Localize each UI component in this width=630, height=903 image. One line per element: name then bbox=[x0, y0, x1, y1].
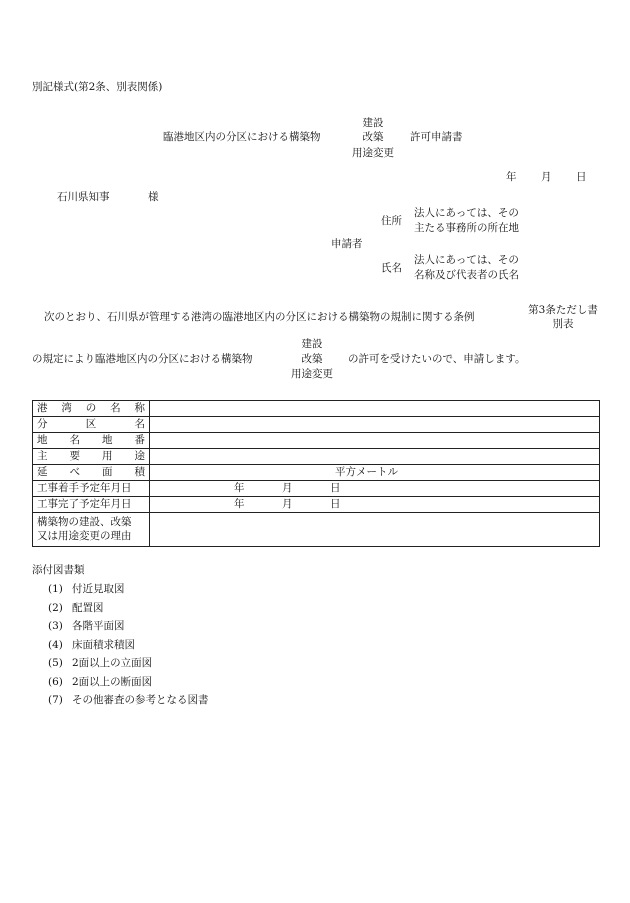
value-use[interactable] bbox=[150, 449, 600, 465]
list-item bbox=[48, 676, 209, 695]
article-option-proviso: 第3条ただし書 bbox=[528, 304, 598, 316]
label-use bbox=[33, 449, 150, 465]
form-label: 別記様式(第2条、別表関係) bbox=[32, 81, 163, 93]
label-char: 地 bbox=[102, 433, 113, 446]
row-floor-area bbox=[33, 465, 600, 481]
title-option-rebuild: 改築 bbox=[362, 131, 384, 143]
application-table bbox=[32, 400, 600, 547]
label-char: 分 bbox=[37, 417, 48, 430]
label-char: べ bbox=[69, 465, 80, 478]
list-item bbox=[48, 694, 209, 713]
label-char: 延 bbox=[37, 465, 48, 478]
label-char: 途 bbox=[134, 449, 145, 462]
address-note-line2: 主たる事務所の所在地 bbox=[414, 222, 519, 234]
body-line2-prefix: の規定により臨港地区内の分区における構築物 bbox=[32, 353, 253, 365]
year-label: 年 bbox=[234, 497, 245, 510]
item-label: 床面積求積図 bbox=[72, 638, 135, 651]
row-start-date bbox=[33, 481, 600, 497]
list-item bbox=[48, 583, 209, 602]
value-port-name[interactable] bbox=[150, 401, 600, 417]
item-number: (2) bbox=[48, 601, 63, 614]
attachments-list bbox=[48, 583, 209, 713]
title-prefix: 臨港地区内の分区における構築物 bbox=[163, 131, 321, 143]
row-use bbox=[33, 449, 600, 465]
label-char: 積 bbox=[134, 465, 145, 478]
item-number: (1) bbox=[48, 583, 63, 595]
item-number: (7) bbox=[48, 694, 63, 706]
year-label: 年 bbox=[234, 481, 245, 494]
label-char: 港 bbox=[37, 401, 48, 414]
item-number: (5) bbox=[48, 657, 63, 669]
floor-area-unit: 平方メートル bbox=[335, 465, 398, 478]
addressee: 石川県知事 bbox=[57, 191, 110, 203]
day-label: 日 bbox=[330, 481, 341, 494]
body-line2-suffix: の許可を受けたいので、申請します。 bbox=[348, 353, 526, 365]
item-number: (6) bbox=[48, 675, 63, 688]
address-label: 住所 bbox=[381, 215, 402, 227]
month-label: 月 bbox=[282, 481, 293, 494]
date-year: 年 bbox=[506, 171, 517, 183]
name-label: 氏名 bbox=[381, 262, 402, 274]
article-option-table: 別表 bbox=[552, 318, 574, 330]
label-finish-date: 工事完了予定年月日 bbox=[33, 497, 150, 513]
label-char: 地 bbox=[37, 433, 48, 446]
label-district bbox=[33, 417, 150, 433]
label-port-name bbox=[33, 401, 150, 417]
item-label: 各階平面図 bbox=[72, 620, 125, 632]
body-line1: 次のとおり、石川県が管理する港湾の臨港地区内の分区における構築物の規制に関する条例 bbox=[44, 311, 475, 323]
title-option-change-use: 用途変更 bbox=[352, 147, 394, 159]
item-number: (3) bbox=[48, 620, 63, 632]
item-number: (4) bbox=[48, 638, 63, 651]
label-char: 主 bbox=[37, 449, 48, 462]
row-district bbox=[33, 417, 600, 433]
value-finish-date[interactable] bbox=[150, 497, 600, 513]
label-char: 番 bbox=[134, 433, 145, 446]
item-label: 付近見取図 bbox=[72, 583, 125, 595]
label-char: 名 bbox=[110, 401, 121, 414]
action-option-change-use: 用途変更 bbox=[291, 368, 333, 380]
reason-label-line1: 構築物の建設、改築 bbox=[37, 516, 132, 529]
action-option-rebuild: 改築 bbox=[301, 353, 323, 365]
label-floor-area bbox=[33, 465, 150, 481]
label-char: 称 bbox=[134, 401, 145, 414]
item-label: その他審査の参考となる図書 bbox=[72, 694, 209, 706]
label-char: 区 bbox=[85, 417, 97, 430]
label-char: 湾 bbox=[61, 401, 72, 414]
value-start-date[interactable] bbox=[150, 481, 600, 497]
address-note-line1: 法人にあっては、その bbox=[414, 207, 519, 219]
row-finish-date bbox=[33, 497, 600, 513]
label-start-date: 工事着手予定年月日 bbox=[33, 481, 150, 497]
title-option-build: 建設 bbox=[362, 117, 384, 129]
list-item bbox=[48, 657, 209, 676]
date-month: 月 bbox=[541, 171, 552, 183]
item-label: 配置図 bbox=[72, 601, 104, 614]
value-lot[interactable] bbox=[150, 433, 600, 449]
action-option-build: 建設 bbox=[301, 338, 323, 350]
list-item bbox=[48, 639, 209, 658]
value-floor-area[interactable] bbox=[150, 465, 600, 481]
list-item bbox=[48, 602, 209, 621]
date-day: 日 bbox=[576, 171, 587, 183]
label-char: 面 bbox=[102, 465, 113, 478]
title-suffix: 許可申請書 bbox=[410, 131, 463, 143]
label-reason bbox=[33, 513, 150, 547]
item-label: 2面以上の断面図 bbox=[72, 675, 153, 688]
value-district[interactable] bbox=[150, 417, 600, 433]
name-note-line2: 名称及び代表者の氏名 bbox=[414, 269, 519, 281]
label-char: 名 bbox=[69, 433, 80, 446]
row-port-name bbox=[33, 401, 600, 417]
day-label: 日 bbox=[330, 497, 341, 510]
reason-label-line2: 又は用途変更の理由 bbox=[37, 529, 132, 542]
list-item bbox=[48, 620, 209, 639]
item-label: 2面以上の立面図 bbox=[72, 657, 153, 669]
label-char: 用 bbox=[102, 449, 113, 462]
row-reason bbox=[33, 513, 600, 547]
attachments-title: 添付図書類 bbox=[32, 564, 85, 576]
row-lot bbox=[33, 433, 600, 449]
label-lot bbox=[33, 433, 150, 449]
label-char: 要 bbox=[69, 449, 80, 462]
applicant-label: 申請者 bbox=[331, 238, 363, 250]
name-note-line1: 法人にあっては、その bbox=[414, 254, 519, 266]
label-char: の bbox=[85, 401, 97, 414]
honorific: 様 bbox=[148, 191, 159, 203]
label-char: 名 bbox=[134, 417, 145, 430]
month-label: 月 bbox=[282, 497, 293, 510]
value-reason[interactable] bbox=[150, 513, 600, 547]
